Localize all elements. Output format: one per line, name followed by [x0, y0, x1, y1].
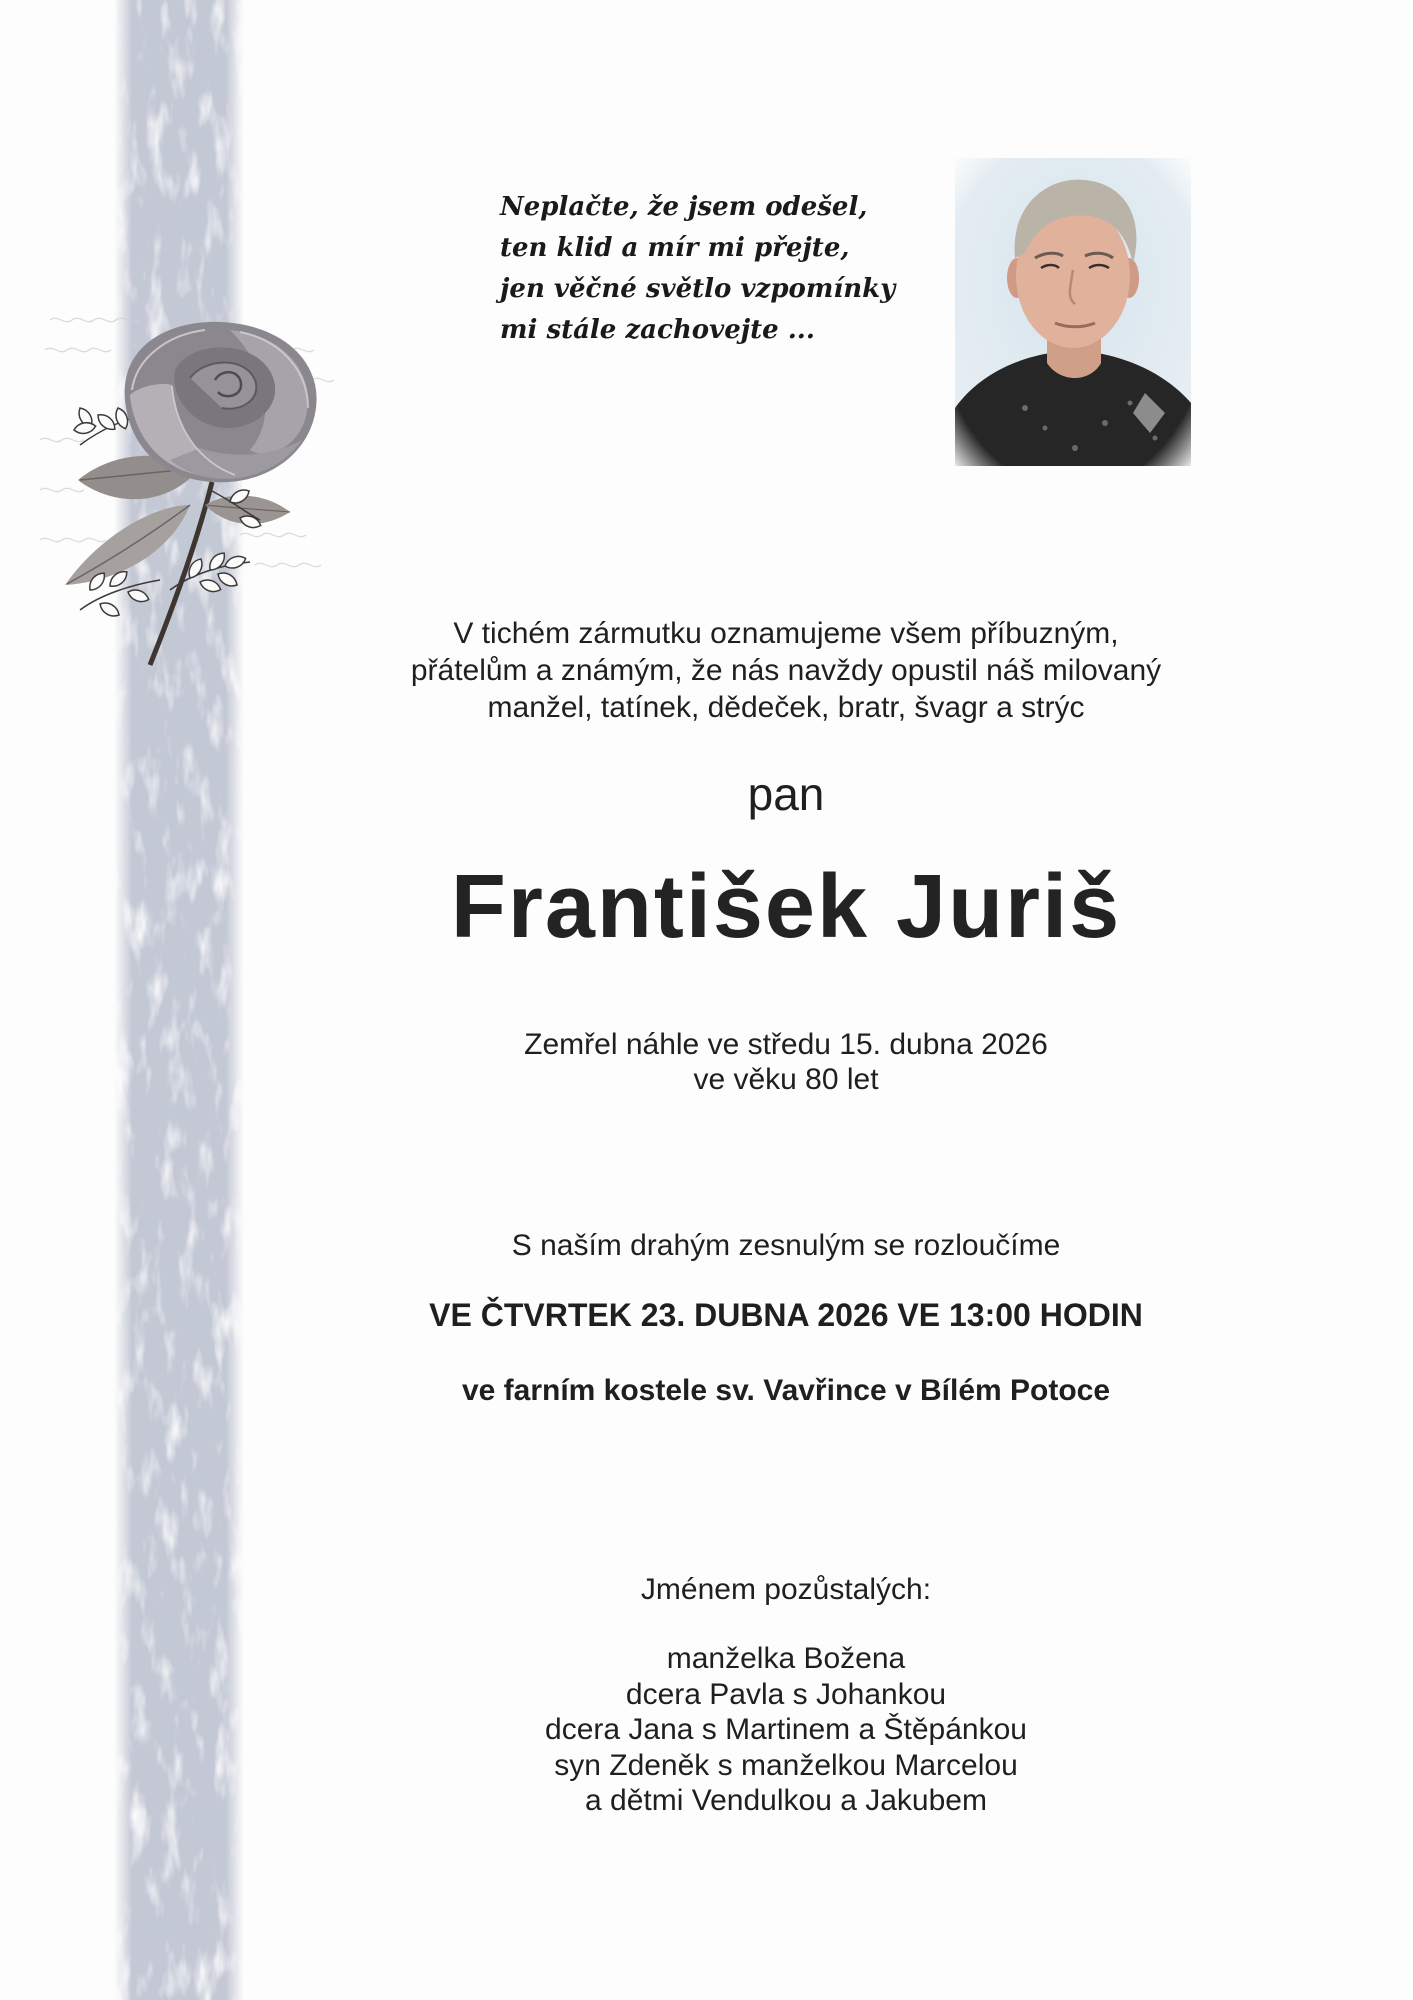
portrait-photo [955, 158, 1191, 466]
death-info [380, 1027, 1192, 1097]
list-item: syn Zdeněk s manželkou Marcelou [554, 1748, 1018, 1782]
death-age: ve věku 80 let [693, 1063, 879, 1096]
poem-line: Neplačte, že jsem odešel, [500, 192, 868, 222]
salutation: pan [747, 768, 825, 820]
farewell-intro: S naším drahým zesnulým se rozloučíme [511, 1229, 1061, 1262]
mourners-list [380, 1641, 1192, 1819]
announcement [380, 615, 1192, 726]
announcement-line: přátelům a známým, že nás navždy opustil náš milovaný [410, 654, 1162, 687]
deceased-name: František Juriš [450, 857, 1122, 957]
funeral-datetime: VE ČTVRTEK 23. DUBNA 2026 VE 13:00 HODIN [429, 1297, 1143, 1333]
announcement-line: manžel, tatínek, dědeček, bratr, švagr a strýc [487, 691, 1085, 724]
announcement-line: V tichém zármutku oznamujeme všem příbuzným, [453, 617, 1119, 650]
list-item: a dětmi Vendulkou a Jakubem [585, 1784, 987, 1817]
list-item: dcera Jana s Martinem a Štěpánkou [545, 1713, 1027, 1746]
rose-head [125, 322, 317, 482]
poem-line: ten klid a mír mi přejte, [500, 233, 850, 263]
poem-line: jen věčné světlo vzpomínky [500, 274, 896, 304]
list-item: dcera Pavla s Johankou [625, 1677, 947, 1711]
funeral-place: ve farním kostele sv. Vavřince v Bílém Potoce [461, 1374, 1111, 1407]
death-date: Zemřel náhle ve středu 15. dubna 2026 [524, 1028, 1048, 1061]
rose-icon [40, 290, 350, 670]
poem [500, 187, 895, 351]
mourners-heading: Jménem pozůstalých: [640, 1573, 932, 1606]
poem-line: mi stále zachovejte ... [500, 315, 815, 345]
list-item: manželka Božena [666, 1642, 906, 1675]
